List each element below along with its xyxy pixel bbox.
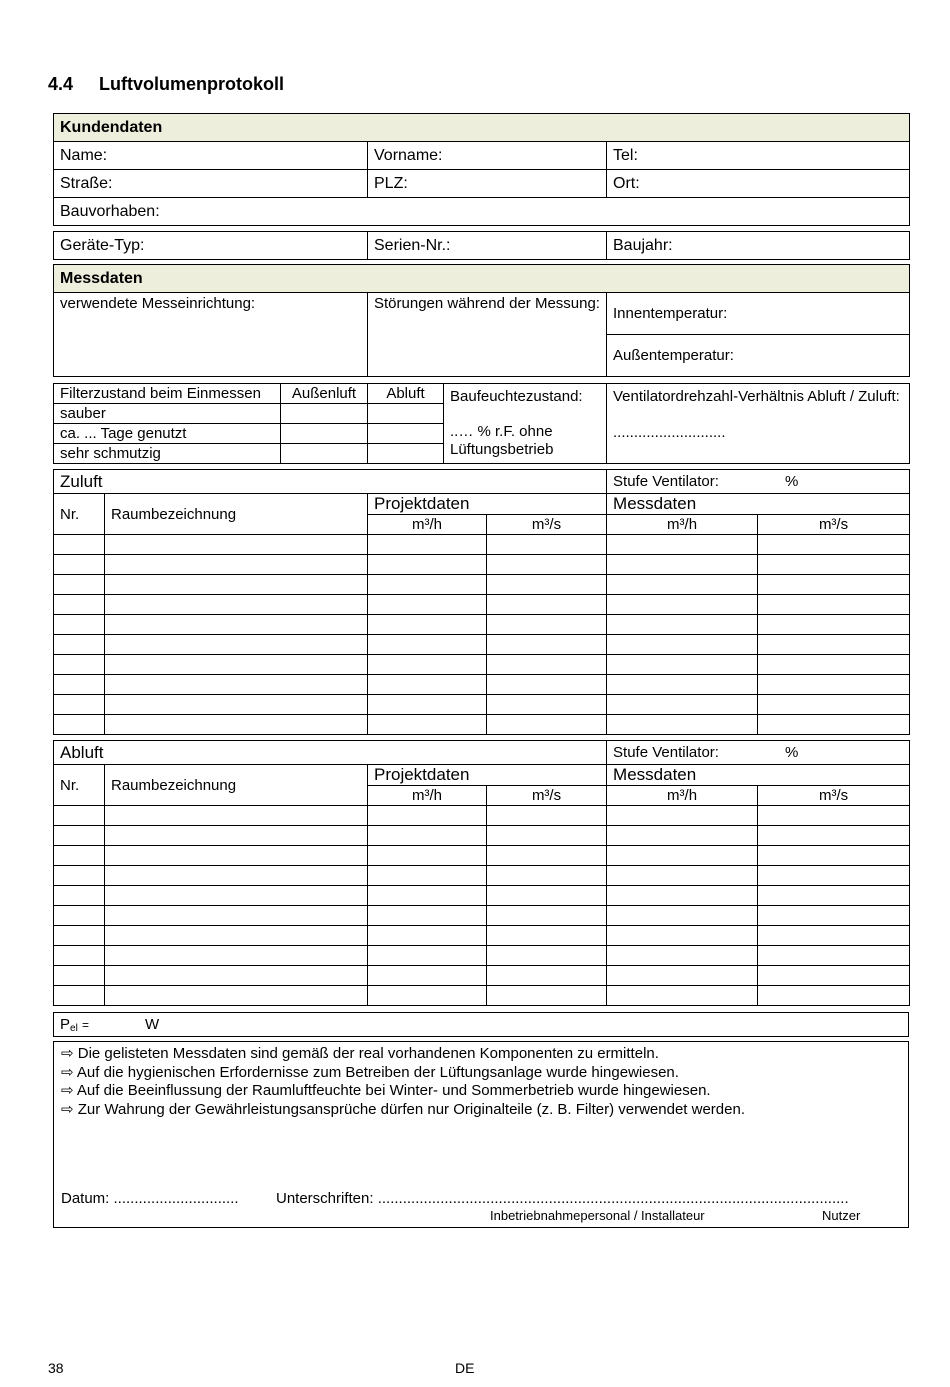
room-name-header: Raumbezeichnung [105, 765, 368, 806]
table-cell[interactable] [758, 575, 910, 595]
filter-checkbox[interactable] [281, 444, 368, 464]
table-row [54, 946, 910, 966]
phone-field[interactable]: Tel: [607, 142, 910, 170]
table-row [54, 966, 910, 986]
disturbances-field[interactable]: Störungen während der Messung: [368, 293, 607, 377]
filter-row-label: ca. ... Tage genutzt [54, 424, 281, 444]
table-cell[interactable] [105, 926, 368, 946]
language-code: DE [455, 1360, 475, 1376]
supply-air-table [53, 469, 910, 735]
table-cell[interactable] [758, 866, 910, 886]
signatures-field[interactable]: Unterschriften: ................................................................................................................. [276, 1190, 849, 1207]
table-cell[interactable] [368, 655, 487, 675]
table-cell[interactable] [758, 986, 910, 1006]
table-cell[interactable] [105, 966, 368, 986]
table-cell[interactable] [758, 966, 910, 986]
table-cell[interactable] [607, 966, 758, 986]
filter-checkbox[interactable] [368, 404, 444, 424]
filter-title: Filterzustand beim Einmessen [54, 384, 281, 404]
name-field[interactable]: Name: [54, 142, 368, 170]
table-cell[interactable] [487, 635, 607, 655]
table-cell[interactable] [105, 866, 368, 886]
table-row [54, 675, 910, 695]
table-cell[interactable] [54, 926, 105, 946]
table-cell[interactable] [487, 846, 607, 866]
table-cell[interactable] [487, 826, 607, 846]
table-cell[interactable] [54, 966, 105, 986]
table-cell[interactable] [487, 986, 607, 1006]
table-row [54, 615, 910, 635]
outdoor-air-header: Außenluft [281, 384, 368, 404]
table-cell[interactable] [758, 555, 910, 575]
exhaust-fan-level[interactable] [607, 741, 910, 765]
table-cell[interactable] [607, 926, 758, 946]
power-unit: W [145, 1015, 160, 1033]
table-row [54, 926, 910, 946]
table-cell[interactable] [758, 595, 910, 615]
table-cell[interactable] [105, 535, 368, 555]
table-cell[interactable] [54, 906, 105, 926]
table-cell[interactable] [487, 615, 607, 635]
table-row [54, 555, 910, 575]
table-cell[interactable] [368, 575, 487, 595]
project-field[interactable]: Bauvorhaben: [54, 198, 910, 226]
supply-air-title: Zuluft [54, 470, 607, 494]
number-header: Nr. [54, 494, 105, 535]
table-cell[interactable] [54, 595, 105, 615]
filter-checkbox[interactable] [368, 444, 444, 464]
table-cell[interactable] [758, 695, 910, 715]
table-cell[interactable] [368, 695, 487, 715]
table-cell[interactable] [487, 715, 607, 735]
serial-number-field[interactable]: Serien-Nr.: [368, 232, 607, 260]
table-cell[interactable] [368, 675, 487, 695]
power-table [53, 1012, 909, 1037]
table-cell[interactable] [105, 715, 368, 735]
exhaust-air-title: Abluft [54, 741, 607, 765]
measured-data-header: Messdaten [607, 494, 910, 515]
table-cell[interactable] [105, 655, 368, 675]
section-title: Luftvolumenprotokoll [99, 74, 284, 94]
table-row [54, 575, 910, 595]
table-cell[interactable] [607, 655, 758, 675]
table-cell[interactable] [487, 906, 607, 926]
table-cell[interactable] [607, 886, 758, 906]
table-cell[interactable] [54, 555, 105, 575]
fan-speed-ratio-label: Ventilatordrehzahl-Verhältnis Abluft / Zuluft: [613, 388, 900, 405]
table-cell[interactable] [368, 615, 487, 635]
table-cell[interactable] [758, 635, 910, 655]
table-cell[interactable] [607, 946, 758, 966]
page-number: 38 [48, 1360, 64, 1376]
table-cell[interactable] [105, 555, 368, 575]
indoor-temperature-field[interactable]: Innentemperatur: [607, 293, 910, 335]
table-cell[interactable] [368, 846, 487, 866]
table-cell[interactable] [607, 535, 758, 555]
note-item: ⇨ Auf die Beeinflussung der Raumluftfeuchte bei Winter- und Sommerbetrieb wurde hingewiesen. [61, 1082, 711, 1099]
table-cell[interactable] [607, 715, 758, 735]
table-cell[interactable] [607, 826, 758, 846]
section-number: 4.4 [48, 74, 74, 94]
construction-moisture-label: Baufeuchtezustand: [450, 388, 583, 405]
table-row [54, 635, 910, 655]
table-cell[interactable] [487, 695, 607, 715]
table-cell[interactable] [607, 866, 758, 886]
table-cell[interactable] [758, 715, 910, 735]
unit-header: m³/h [607, 786, 758, 806]
table-cell[interactable] [487, 926, 607, 946]
table-cell[interactable] [487, 675, 607, 695]
unit-header: m³/h [607, 515, 758, 535]
table-row [54, 806, 910, 826]
table-cell[interactable] [758, 826, 910, 846]
exhaust-air-table [53, 740, 910, 1006]
construction-moisture-value: ..… % r.F. ohne Lüftungsbetrieb [450, 423, 554, 458]
unit-header: m³/s [487, 786, 607, 806]
table-cell[interactable] [368, 715, 487, 735]
construction-moisture-cell[interactable] [444, 384, 607, 464]
table-cell[interactable] [368, 635, 487, 655]
measuring-device-field[interactable]: verwendete Messeinrichtung: [54, 293, 368, 377]
customer-data-table [53, 113, 910, 226]
measured-data-header: Messdaten [607, 765, 910, 786]
filter-row-label: sauber [54, 404, 281, 424]
table-cell[interactable] [758, 655, 910, 675]
table-cell[interactable] [487, 555, 607, 575]
table-cell[interactable] [487, 595, 607, 615]
table-cell[interactable] [758, 675, 910, 695]
table-cell[interactable] [607, 595, 758, 615]
room-name-header: Raumbezeichnung [105, 494, 368, 535]
table-cell[interactable] [607, 846, 758, 866]
table-row [54, 695, 910, 715]
table-row [54, 846, 910, 866]
table-cell[interactable] [105, 695, 368, 715]
project-data-header: Projektdaten [368, 494, 607, 515]
table-cell[interactable] [54, 826, 105, 846]
table-cell[interactable] [368, 555, 487, 575]
table-cell[interactable] [607, 906, 758, 926]
table-cell[interactable] [758, 615, 910, 635]
filter-checkbox[interactable] [281, 404, 368, 424]
supply-air-rows [54, 535, 910, 735]
table-row [54, 535, 910, 555]
fan-speed-ratio-dots: ........................... [613, 424, 726, 441]
unit-header: m³/s [758, 786, 910, 806]
number-header: Nr. [54, 765, 105, 806]
filter-checkbox[interactable] [368, 424, 444, 444]
table-cell[interactable] [607, 986, 758, 1006]
first-name-field[interactable]: Vorname: [368, 142, 607, 170]
table-cell[interactable] [54, 986, 105, 1006]
table-cell[interactable] [758, 535, 910, 555]
table-cell[interactable] [54, 575, 105, 595]
power-label: $P_{el}$ = [60, 1015, 89, 1034]
table-cell[interactable] [487, 575, 607, 595]
table-row [54, 595, 910, 615]
table-cell[interactable] [368, 966, 487, 986]
note-item: ⇨ Die gelisteten Messdaten sind gemäß der real vorhandenen Komponenten zu ermitteln. [61, 1045, 659, 1062]
table-row [54, 655, 910, 675]
percent-sign: % [784, 473, 799, 490]
table-cell[interactable] [105, 826, 368, 846]
table-cell[interactable] [105, 675, 368, 695]
table-cell[interactable] [54, 846, 105, 866]
table-cell[interactable] [487, 946, 607, 966]
table-cell[interactable] [105, 615, 368, 635]
table-cell[interactable] [368, 866, 487, 886]
table-cell[interactable] [607, 675, 758, 695]
table-cell[interactable] [54, 886, 105, 906]
measurement-table [53, 264, 910, 377]
measurement-title: Messdaten [54, 265, 910, 293]
table-cell[interactable] [758, 906, 910, 926]
customer-data-title: Kundendaten [54, 114, 910, 142]
outdoor-temperature-field[interactable]: Außentemperatur: [607, 335, 910, 377]
filter-table [53, 383, 910, 464]
table-cell[interactable] [607, 806, 758, 826]
table-cell[interactable] [368, 926, 487, 946]
table-cell[interactable] [105, 986, 368, 1006]
device-table [53, 231, 910, 260]
table-cell[interactable] [368, 826, 487, 846]
table-cell[interactable] [105, 846, 368, 866]
table-cell[interactable] [105, 906, 368, 926]
build-year-field[interactable]: Baujahr: [607, 232, 910, 260]
project-data-header: Projektdaten [368, 765, 607, 786]
table-cell[interactable] [54, 806, 105, 826]
table-cell[interactable] [487, 866, 607, 886]
table-cell[interactable] [758, 946, 910, 966]
exhaust-air-header: Abluft [368, 384, 444, 404]
table-cell[interactable] [607, 615, 758, 635]
table-row [54, 866, 910, 886]
table-cell[interactable] [368, 806, 487, 826]
table-cell[interactable] [368, 595, 487, 615]
table-cell[interactable] [368, 946, 487, 966]
zip-field[interactable]: PLZ: [368, 170, 607, 198]
filter-checkbox[interactable] [281, 424, 368, 444]
table-cell[interactable] [758, 886, 910, 906]
table-cell[interactable] [54, 675, 105, 695]
table-cell[interactable] [487, 886, 607, 906]
supply-fan-level[interactable] [607, 470, 910, 494]
table-cell[interactable] [54, 695, 105, 715]
table-cell[interactable] [368, 886, 487, 906]
installer-caption: Inbetriebnahmepersonal / Installateur [490, 1208, 705, 1223]
user-caption: Nutzer [822, 1208, 861, 1223]
table-cell[interactable] [54, 615, 105, 635]
table-row [54, 826, 910, 846]
table-cell[interactable] [105, 946, 368, 966]
fan-speed-ratio-cell[interactable] [607, 384, 910, 464]
table-cell[interactable] [368, 906, 487, 926]
filter-row-label: sehr schmutzig [54, 444, 281, 464]
table-row [54, 886, 910, 906]
unit-header: m³/s [487, 515, 607, 535]
power-field[interactable] [54, 1013, 909, 1037]
table-cell[interactable] [105, 575, 368, 595]
date-field[interactable]: Datum: .............................. [61, 1190, 239, 1207]
table-cell[interactable] [54, 715, 105, 735]
device-type-field[interactable]: Geräte-Typ: [54, 232, 368, 260]
table-cell[interactable] [54, 535, 105, 555]
table-cell[interactable] [54, 866, 105, 886]
table-cell[interactable] [105, 886, 368, 906]
table-cell[interactable] [487, 655, 607, 675]
table-cell[interactable] [54, 655, 105, 675]
section-heading [48, 74, 284, 95]
table-cell[interactable] [607, 635, 758, 655]
percent-sign: % [784, 744, 799, 761]
table-cell[interactable] [54, 635, 105, 655]
notes-box [53, 1041, 909, 1228]
city-field[interactable]: Ort: [607, 170, 910, 198]
table-cell[interactable] [368, 535, 487, 555]
table-cell[interactable] [487, 806, 607, 826]
street-field[interactable]: Straße: [54, 170, 368, 198]
table-cell[interactable] [607, 555, 758, 575]
table-cell[interactable] [487, 535, 607, 555]
table-row [54, 715, 910, 735]
note-item: ⇨ Auf die hygienischen Erfordernisse zum Betreiben der Lüftungsanlage wurde hingewiesen. [61, 1063, 679, 1081]
unit-header: m³/h [368, 786, 487, 806]
note-item: ⇨ Zur Wahrung der Gewährleistungsansprüche dürfen nur Originalteile (z. B. Filter) verwendet werden. [61, 1100, 745, 1118]
table-cell[interactable] [758, 846, 910, 866]
table-cell[interactable] [368, 986, 487, 1006]
table-cell[interactable] [758, 806, 910, 826]
fan-level-label: Stufe Ventilator: [613, 744, 719, 761]
table-cell[interactable] [607, 575, 758, 595]
table-cell[interactable] [105, 806, 368, 826]
notes-list [61, 1045, 745, 1119]
table-cell[interactable] [487, 966, 607, 986]
table-cell[interactable] [105, 635, 368, 655]
table-cell[interactable] [54, 946, 105, 966]
table-row [54, 906, 910, 926]
unit-header: m³/h [368, 515, 487, 535]
table-cell[interactable] [105, 595, 368, 615]
table-cell[interactable] [758, 926, 910, 946]
table-cell[interactable] [607, 695, 758, 715]
table-row [54, 986, 910, 1006]
fan-level-label: Stufe Ventilator: [613, 473, 719, 490]
unit-header: m³/s [758, 515, 910, 535]
exhaust-air-rows [54, 806, 910, 1006]
